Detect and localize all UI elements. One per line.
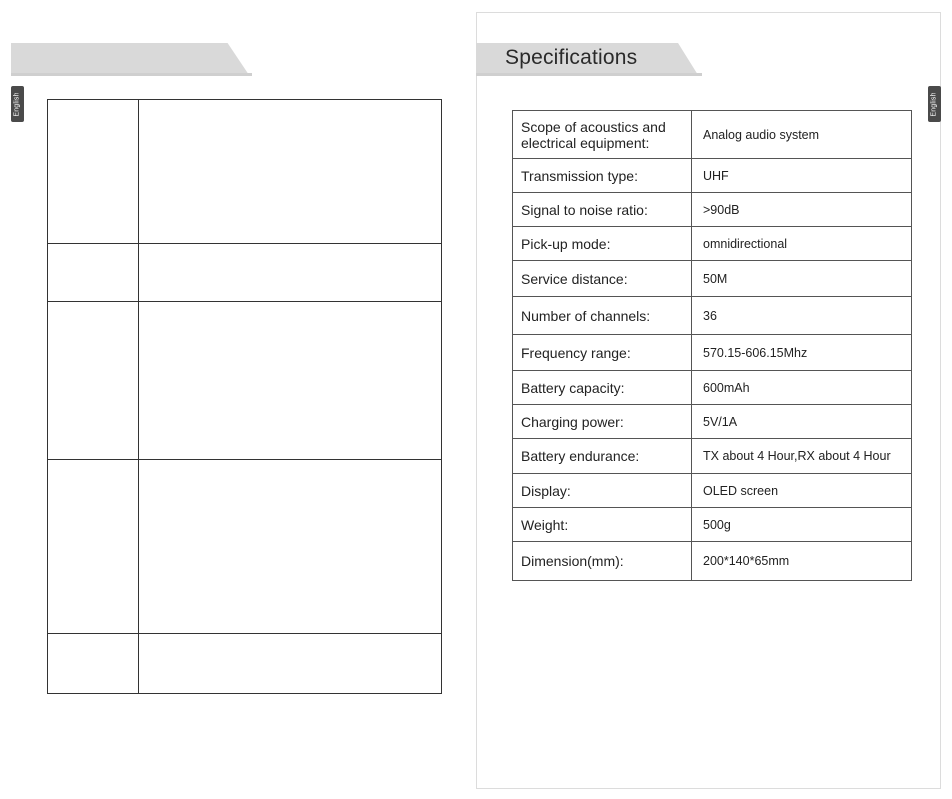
spec-value: 600mAh (692, 371, 912, 405)
left-empty-table (47, 99, 442, 694)
table-row (513, 439, 912, 474)
spec-label: Weight: (513, 508, 692, 542)
spec-value: 36 (692, 297, 912, 335)
spec-value: 5V/1A (692, 405, 912, 439)
table-row (513, 111, 912, 159)
spec-value: 200*140*65mm (692, 542, 912, 581)
spec-label: Number of channels: (513, 297, 692, 335)
table-row (513, 193, 912, 227)
spec-label: Dimension(mm): (513, 542, 692, 581)
table-row (48, 634, 442, 694)
table-row (513, 474, 912, 508)
table-cell (139, 634, 442, 694)
spec-value: Analog audio system (692, 111, 912, 159)
left-language-label: English (14, 91, 22, 117)
table-row (513, 405, 912, 439)
spec-label: Service distance: (513, 261, 692, 297)
table-row (513, 261, 912, 297)
table-cell (48, 100, 139, 244)
spec-label: Transmission type: (513, 159, 692, 193)
page-title: Specifications (505, 46, 638, 69)
spec-label: Frequency range: (513, 335, 692, 371)
specifications-table (512, 110, 912, 581)
table-cell (139, 302, 442, 460)
spec-value: >90dB (692, 193, 912, 227)
table-cell (139, 460, 442, 634)
spec-label: Charging power: (513, 405, 692, 439)
right-language-tab (928, 86, 941, 122)
spec-label: Pick-up mode: (513, 227, 692, 261)
spec-value: 500g (692, 508, 912, 542)
table-row (48, 302, 442, 460)
table-row (513, 371, 912, 405)
spec-value: 50M (692, 261, 912, 297)
left-page-banner (11, 43, 249, 75)
table-cell (48, 460, 139, 634)
table-row (513, 542, 912, 581)
spec-value: OLED screen (692, 474, 912, 508)
spec-label: Signal to noise ratio: (513, 193, 692, 227)
spec-label: Display: (513, 474, 692, 508)
table-row (513, 335, 912, 371)
spec-value: 570.15-606.15Mhz (692, 335, 912, 371)
right-language-label: English (931, 91, 939, 117)
left-language-tab (11, 86, 24, 122)
table-row (48, 244, 442, 302)
spec-value: UHF (692, 159, 912, 193)
table-cell (48, 302, 139, 460)
table-cell (139, 244, 442, 302)
spec-value: TX about 4 Hour,RX about 4 Hour (692, 439, 912, 474)
table-row (513, 159, 912, 193)
table-row (48, 460, 442, 634)
right-banner-underline (476, 73, 702, 76)
table-cell (139, 100, 442, 244)
spec-label: Battery endurance: (513, 439, 692, 474)
table-row (513, 227, 912, 261)
table-row (513, 297, 912, 335)
table-row (48, 100, 442, 244)
spec-label: Scope of acoustics and electrical equipment: (513, 111, 692, 159)
table-cell (48, 634, 139, 694)
table-cell (48, 244, 139, 302)
spec-value: omnidirectional (692, 227, 912, 261)
spec-label: Battery capacity: (513, 371, 692, 405)
table-row (513, 508, 912, 542)
left-banner-underline (11, 73, 252, 76)
